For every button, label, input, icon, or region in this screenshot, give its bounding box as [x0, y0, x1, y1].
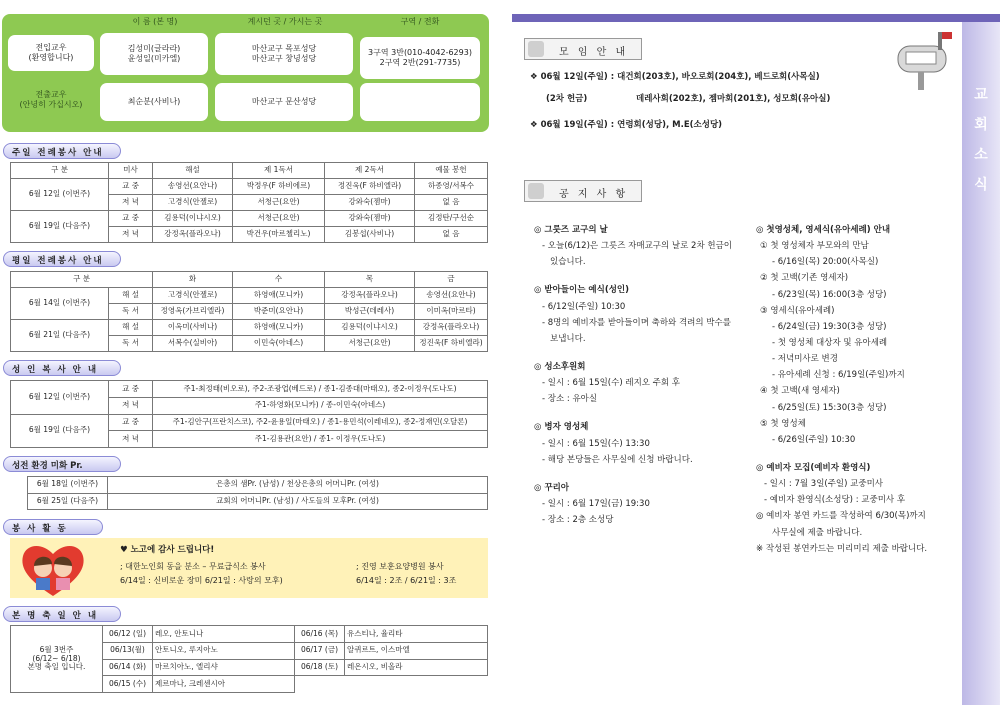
- table-row: 6월 14일 (이번주) 해 설 고경식(안젤로) 하영애(모니카) 강정옥(플라오나) 송영선(요안나): [11, 288, 488, 304]
- meeting-line2a: (2차 헌금): [546, 94, 588, 104]
- table-row: 저 녁 고경식(안젤로) 서청근(요안) 강와숙(젬마) 없 음: [11, 195, 488, 211]
- service-left-line2: 6/14일 : 신비로운 장미 6/21일 : 사랑의 모후): [120, 576, 283, 585]
- notice-title: 공 지 사 항: [559, 189, 629, 200]
- transfer-out-place: 마산교구 문산성당: [215, 83, 353, 121]
- header-place: 계시던 곳 / 가시는 곳: [247, 17, 323, 26]
- sunday-liturgy-title: 주일 전례봉사 안내: [3, 143, 121, 159]
- sunday-liturgy-table: 구 분 미사 해설 제 1독서 제 2독서 예물 봉헌 6월 12일 (이번주) 교 중 송영선(요안나) 박정우(F 하비에르) 정진욱(F 하비엘라) 하종영/서복수 저 녁 고경식(안젤로) 서청근(요안) 강와숙(젬마) 없 음 6월 19일 (다음주) 교 중 김용덕(이냐시오) 서청근(요안) 강와숙(젬마) 김정탄/구선순 저 녁 강정옥(플라오나) 박건우(마르첼리노) 김봉섭(사비나) 없 음: [10, 162, 488, 243]
- service-thanks: ♥ 노고에 감사 드립니다!: [120, 545, 215, 555]
- service-right-line2: 6/14일 : 2조 / 6/21일 : 3조: [356, 576, 457, 585]
- table-row: 6월 19일 (다음주) 교 중 주1-김안구(프란치스코), 주2-윤용일(마태오) / 종1-용민석(이레네오), 종2-정재민(오달론): [11, 414, 488, 431]
- table-row: 6월 3번주 (6/12~ 6/18) 본명 축일 입니다. 06/12 (일) 레오, 안토니나 06/16 (목) 유스티나, 율리타: [11, 626, 488, 643]
- table-row: 6월 12일 (이번주) 교 중 송영선(요안나) 박정우(F 하비에르) 정진욱(F 하비엘라) 하종영/서복수: [11, 179, 488, 195]
- table-row: 06/15 (수) 제르마나, 크레센시아: [11, 676, 488, 693]
- transfer-in-place: 마산교구 목포성당 마산교구 창녕성당: [215, 33, 353, 75]
- table-row: 저 녁 주1-김용관(요안) / 종1- 이정우(도나도): [11, 431, 488, 448]
- header-contact: 구역 / 전화: [400, 17, 440, 26]
- altar-servers-title: 성 인 복 사 안 내: [3, 360, 121, 376]
- transfer-in-label: 전입교우 (환영합니다): [8, 35, 94, 71]
- couple-illustration-icon: [18, 540, 88, 598]
- table-row: 6월 12일 (이번주) 교 중 주1-최정태(비오로), 주2-조광업(베드로) / 종1-김종대(마태오), 종2-이정우(도나도): [11, 381, 488, 398]
- altar-servers-table: [10, 380, 488, 448]
- weekday-liturgy-title: 평일 전례봉사 안내: [3, 251, 121, 267]
- table-row: 6월 18일 (이번주) 은총의 샘Pr. (남성) / 천상은총의 어머니Pr. (여성): [28, 477, 488, 494]
- table-row: 6월 25일 (다음주) 교회의 어머니Pr. (남성) / 사도들의 모후Pr. (여성): [28, 493, 488, 510]
- meeting-line2b: 데레사회(202호), 젬마회(201호), 성모회(유아실): [636, 94, 831, 104]
- weekday-liturgy-table: 구 분 화 수 목 금 6월 14일 (이번주) 해 설 고경식(안젤로) 하영애(모니카) 강정옥(플라오나) 송영선(요안나) 독 서 정영옥(가브리엘라) 박준미(요안나) 박성근(데레사) 이미옥(마르타) 6월 21일 (다음주) 해 설 이옥미(사비나) 하영애(모니카) 김용덕(이냐시오) 강정옥(플라오나) 독 서 서복수(실비아) 이민숙(아네스) 서청근(요안) 정진욱(F 하비엘라): [10, 271, 488, 352]
- transfer-out-names: 최순분(사비나): [100, 83, 208, 121]
- holy-space-table: [27, 476, 488, 510]
- mailbox-icon: [888, 28, 960, 92]
- table-row: 06/13(월) 안토니오, 루지아노 06/17 (금) 알퀴르트, 이스마엘: [11, 642, 488, 659]
- notice-left-column: ◎ 그릇즈 교구의 날 - 오늘(6/12)은 그릇즈 자매교구의 날로 2차 헌금이 있습니다. ◎ 받아들이는 예식(성인) - 6/12일(주일) 10:30 - 8명의 예비자를 받아들이며 축하와 격려의 박수를 보냅니다. ◎ 성소후원회 - 일시 : 6월 15일(수) 레지오 주회 후 - 장소 : 유아실 ◎ 병자 영성체 - 일시 : 6월 15일(수) 13:30 - 해당 본당들은 사무실에 신청 바랍니다. ◎ 꾸리아 - 일시 : 6월 17일(금) 19:30 - 장소 : 2층 소성당: [534, 225, 732, 526]
- service-title: 봉 사 활 동: [3, 519, 103, 535]
- table-row: 저 녁 주1-하영화(모니카) / 종-이민숙(아네스): [11, 397, 488, 414]
- table-row: 6월 19일 (다음주) 교 중 김용덕(이냐시오) 서청근(요안) 강와숙(젬마) 김정탄/구선순: [11, 211, 488, 227]
- transfer-in-contact: 3구역 3반(010-4042-6293) 2구역 2반(291-7735): [360, 37, 480, 79]
- transfer-in-names: 김성미(글라라) 윤성일(미카엘): [100, 33, 208, 75]
- service-right-line1: ; 진영 보훈요양병원 봉사: [356, 562, 444, 571]
- meeting-title-icon: [528, 41, 544, 57]
- holy-space-title: 성전 환경 미화 Pr.: [3, 456, 121, 472]
- service-left-line1: ; 대한노인회 동을 분소 – 무료급식소 봉사: [120, 562, 266, 571]
- transfer-out-label: 전출교우 (안녕히 가십시오): [19, 90, 83, 109]
- transfer-out-contact: [360, 83, 480, 121]
- table-row: 독 서 서복수(실비아) 이민숙(아네스) 서청근(요안) 정진욱(F 하비엘라): [11, 336, 488, 352]
- notice-right-column: ◎ 첫영성체, 영세식(유아세례) 안내 ① 첫 영성체자 부모와의 만남 - 6/16일(목) 20:00(사목실) ② 첫 고백(기존 영세자) - 6/23일(목) 16:00(3층 성당) ③ 영세식(유아세례) - 6/24일(금) 19:30(3층 성당) - 첫 영성체 대상자 및 유아세례 - 저녁미사로 변경 - 유아세례 신청 : 6/19일(주일)까지 ④ 첫 고백(새 영세자) - 6/25일(토) 15:30(3층 성당) ⑤ 첫 영성체 - 6/26일(주일) 10:30 ◎ 예비자 모집(예비자 환영식) - 일시 : 7월 3일(주일) 교중미사 - 예비자 환영식(소성당) : 교중미사 후 ◎ 예비자 봉연 카드를 작성하여 6/30(목)까지 사무실에 제출 바랍니다. ※ 작성된 봉연카드는 미리미리 제출 바랍니다.: [756, 225, 928, 554]
- table-row: 저 녁 강정옥(플라오나) 박건우(마르첼리노) 김봉섭(사비나) 없 음: [11, 227, 488, 243]
- meeting-line1: ❖ 06월 12일(주일) : 대건회(203호), 바오로회(204호), 베드로회(사목실): [530, 72, 820, 82]
- meeting-line3: ❖ 06월 19일(주일) : 연령회(성당), M.E(소성당): [530, 120, 723, 130]
- table-row: 6월 21일 (다음주) 해 설 이옥미(사비나) 하영애(모니카) 김용덕(이냐시오) 강정옥(플라오나): [11, 320, 488, 336]
- notice-title-icon: [528, 183, 544, 199]
- header-name: 이 름 (본 명): [132, 17, 178, 26]
- feast-days-title: 본 명 축 일 안 내: [3, 606, 121, 622]
- table-row: 독 서 정영옥(가브리엘라) 박준미(요안나) 박성근(데레사) 이미옥(마르타): [11, 304, 488, 320]
- side-title: 교 회 소 식: [974, 87, 988, 193]
- feast-days-table: [10, 625, 488, 693]
- top-band: [512, 14, 1000, 22]
- table-row: 06/14 (화) 마르치아노, 엘리샤 06/18 (토) 레온시오, 비올라: [11, 659, 488, 676]
- meeting-title: 모 임 안 내: [559, 47, 629, 58]
